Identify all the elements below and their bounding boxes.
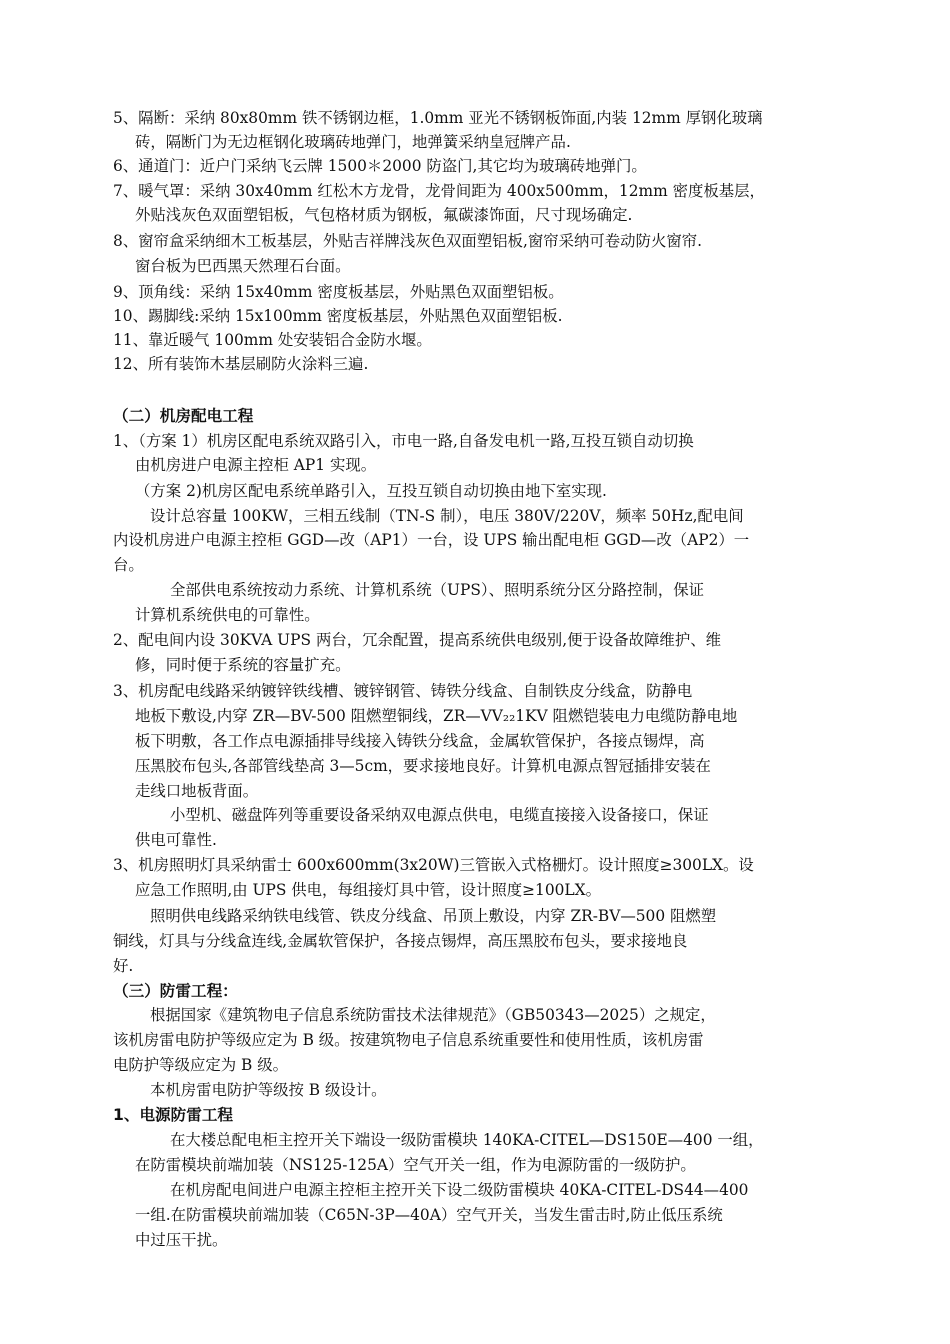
text-line: 砖，隔断门为无边框钢化玻璃砖地弹门，地弹簧采纳皇冠牌产品.: [135, 133, 571, 151]
text-line: 台。: [113, 556, 144, 574]
text-line: 在防雷模块前端加装（NS125-125A）空气开关一组，作为电源防雷的一级防护。: [135, 1156, 696, 1174]
text-line: 计算机系统供电的可靠性。: [135, 606, 320, 624]
subsection-heading: 1、电源防雷工程: [113, 1106, 234, 1124]
text-line: 由机房进户电源主控柜 AP1 实现。: [135, 456, 377, 474]
text-line: 内设机房进户电源主控柜 GGD—改（AP1）一台，设 UPS 输出配电柜 GGD—改（AP2）一: [113, 531, 750, 549]
text-line: 2、配电间内设 30KVA UPS 两台，冗余配置，提高系统供电级别,便于设备故障维护、维: [113, 631, 721, 649]
text-line: 一组.在防雷模块前端加装（C65N-3P—40A）空气开关，当发生雷击时,防止低压系统: [135, 1206, 723, 1224]
text-line: 压黑胶布包头,各部管线垫高 3—5cm，要求接地良好。计算机电源点智冠插排安装在: [135, 757, 711, 775]
text-line: 1、（方案 1）机房区配电系统双路引入，市电一路,自备发电机一路,互投互锁自动切换: [113, 432, 694, 450]
text-line: 本机房雷电防护等级按 B 级设计。: [150, 1081, 387, 1099]
text-line: 板下明敷，各工作点电源插排导线接入铸铁分线盒，金属软管保护，各接点锡焊，高: [135, 732, 705, 750]
text-line: 供电可靠性.: [135, 831, 217, 849]
text-line: 修，同时便于系统的容量扩充。: [135, 656, 351, 674]
text-line: 小型机、磁盘阵列等重要设备采纳双电源点供电，电缆直接接入设备接口，保证: [170, 806, 709, 824]
text-line: 7、暖气罩：采纳 30x40mm 红松木方龙骨，龙骨间距为 400x500mm，12mm 密度板基层，: [113, 182, 765, 200]
text-line: 3、机房配电线路采纳镀锌铁线槽、镀锌钢管、铸铁分线盒、自制铁皮分线盒，防静电: [113, 682, 693, 700]
text-line: 6、通道门：近户门采纳飞云牌 1500＊2000 防盗门,其它均为玻璃砖地弹门。: [113, 157, 647, 175]
text-line: 设计总容量 100KW，三相五线制（TN-S 制），电压 380V/220V，频率 50Hz,配电间: [150, 507, 744, 525]
text-line: 地板下敷设,内穿 ZR—BV-500 阻燃塑铜线，ZR—VV₂₂1KV 阻燃铠装电力电缆防静电地: [135, 707, 738, 725]
section-heading: （三）防雷工程：: [113, 982, 238, 1000]
text-line: 在大楼总配电柜主控开关下端设一级防雷模块 140KA-CITEL—DS150E—400 一组，: [170, 1131, 764, 1149]
text-line: 10、踢脚线:采纳 15x100mm 密度板基层，外贴黑色双面塑铝板.: [113, 307, 563, 325]
text-line: 窗台板为巴西黑天然理石台面。: [135, 257, 351, 275]
text-line: 11、靠近暖气 100mm 处安装铝合金防水堰。: [113, 331, 432, 349]
text-line: 中过压干扰。: [135, 1231, 228, 1249]
text-line: 3、机房照明灯具采纳雷士 600x600mm(3x20W)三管嵌入式格栅灯。设计照度≥300LX。设: [113, 856, 754, 874]
text-line: 在机房配电间进户电源主控柜主控开关下设二级防雷模块 40KA-CITEL-DS44—400: [170, 1181, 749, 1199]
text-line: 走线口地板背面。: [135, 782, 259, 800]
text-line: 12、所有装饰木基层刷防火涂料三遍.: [113, 355, 369, 373]
text-line: 应急工作照明,由 UPS 供电，每组接灯具中管，设计照度≥100LX。: [135, 881, 601, 899]
text-line: 根据国家《建筑物电子信息系统防雷技术法律规范》（GB50343—2025）之规定，: [150, 1006, 716, 1024]
text-line: 照明供电线路采纳铁电线管、铁皮分线盒、吊顶上敷设，内穿 ZR-BV—500 阻燃塑: [150, 907, 717, 925]
text-line: 外贴浅灰色双面塑铝板，气包格材质为钢板，氟碳漆饰面，尺寸现场确定.: [135, 206, 633, 224]
text-line: 好.: [113, 957, 134, 975]
text-line: 电防护等级应定为 B 级。: [113, 1056, 289, 1074]
text-line: 8、窗帘盒采纳细木工板基层，外贴吉祥牌浅灰色双面塑铝板,窗帘采纳可卷动防火窗帘.: [113, 232, 703, 250]
text-line: 该机房雷电防护等级应定为 B 级。按建筑物电子信息系统重要性和使用性质，该机房雷: [113, 1031, 704, 1049]
section-heading: （二）机房配电工程: [113, 407, 254, 425]
text-line: 全部供电系统按动力系统、计算机系统（UPS）、照明系统分区分路控制，保证: [170, 581, 705, 599]
text-line: 5、隔断：采纳 80x80mm 铁不锈钢边框，1.0mm 亚光不锈钢板饰面,内装 12mm 厚钢化玻璃: [113, 109, 763, 127]
text-line: 9、顶角线：采纳 15x40mm 密度板基层，外贴黑色双面塑铝板。: [113, 283, 564, 301]
text-line: （方案 2)机房区配电系统单路引入，互投互锁自动切换由地下室实现.: [135, 482, 607, 500]
text-line: 铜线，灯具与分线盒连线,金属软管保护，各接点锡焊，高压黑胶布包头，要求接地良: [113, 932, 688, 950]
